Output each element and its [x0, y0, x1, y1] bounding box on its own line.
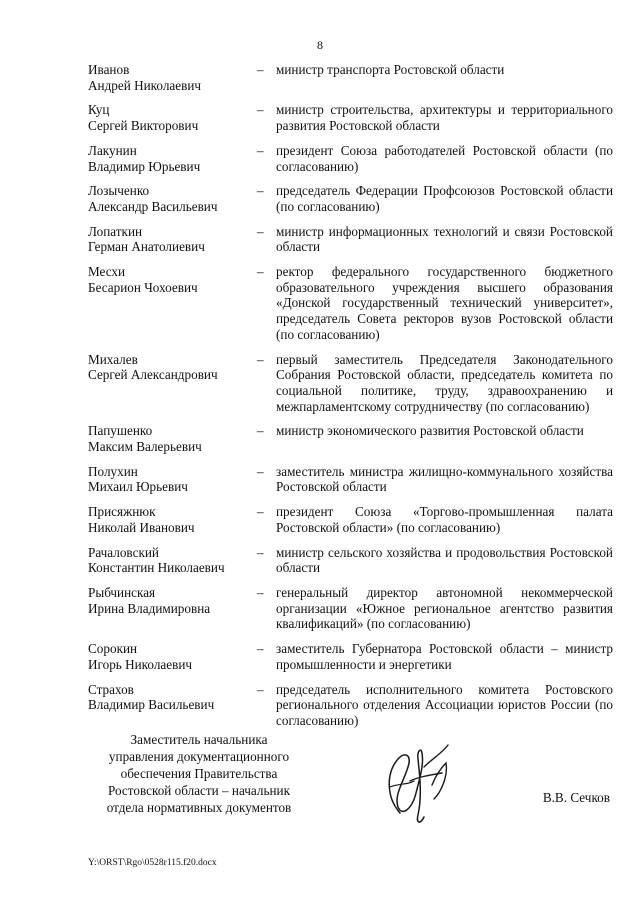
- signatory-title-line: отдела нормативных документов: [106, 800, 292, 815]
- member-position: президент Союза работодателей Ростовской области (по согласованию): [276, 142, 613, 174]
- signatory-title: [88, 731, 310, 816]
- signatory-title-line: Ростовской области – начальник: [107, 783, 291, 798]
- member-name: [88, 102, 257, 133]
- member-given-name: Владимир Юрьевич: [88, 158, 201, 174]
- member-position: председатель Федерации Профсоюзов Ростовской области (по согласованию): [276, 183, 613, 214]
- dash: –: [257, 264, 264, 280]
- member-position: ректор федерального государственного бюджетного образовательного учреждения высшего образования «Донской государственный технический университет», председатель Совета ректоров вузов Ростовской области (по согласованию): [276, 264, 613, 342]
- member-row: [88, 585, 613, 632]
- dash: –: [257, 584, 264, 600]
- member-name: [88, 183, 257, 214]
- member-given-name: Сергей Александрович: [88, 367, 218, 383]
- member-surname: Полухин: [88, 463, 138, 479]
- signatory-title-line: Заместитель начальника: [130, 732, 268, 747]
- member-row: [88, 464, 613, 495]
- member-row: [88, 143, 613, 174]
- signatory-title-line: обеспечения Правительства: [120, 766, 278, 781]
- dash: –: [257, 681, 264, 697]
- dash: –: [257, 62, 264, 77]
- member-given-name: Бесарион Чохоевич: [88, 279, 198, 295]
- member-position: министр сельского хозяйства и продовольствия Ростовской области: [276, 544, 613, 576]
- member-surname: Михалев: [88, 351, 138, 367]
- member-name: [88, 682, 257, 729]
- member-name: [88, 143, 257, 174]
- dash: –: [257, 641, 264, 657]
- file-path: Y:\ORST\Rgo\0528r115.f20.docx: [88, 858, 217, 868]
- member-name: [88, 545, 257, 576]
- member-position: заместитель министра жилищно-коммунального хозяйства Ростовской области: [276, 463, 613, 495]
- member-given-name: Герман Анатолиевич: [88, 239, 205, 255]
- member-name: [88, 585, 257, 632]
- dash: –: [257, 223, 264, 239]
- member-given-name: Константин Николаевич: [88, 560, 225, 576]
- member-row: [88, 504, 613, 535]
- member-row: [88, 102, 613, 133]
- member-position: генеральный директор автономной некоммерческой организации «Южное региональное агентство развития квалификаций» (по согласованию): [276, 584, 613, 632]
- member-surname: Сорокин: [88, 641, 138, 657]
- member-given-name: Владимир Васильевич: [88, 697, 215, 713]
- member-given-name: Ирина Владимировна: [88, 600, 211, 616]
- member-given-name: Максим Валерьевич: [88, 439, 202, 455]
- member-name: [88, 464, 257, 495]
- signatory-name: В.В. Сечков: [542, 790, 610, 805]
- member-given-name: Михаил Юрьевич: [88, 479, 188, 495]
- member-row: [88, 62, 613, 93]
- dash: –: [257, 504, 264, 520]
- member-name: [88, 264, 257, 343]
- member-name: [88, 352, 257, 415]
- member-surname: Иванов: [88, 62, 130, 77]
- member-name: [88, 423, 257, 454]
- member-surname: Лопаткин: [88, 223, 143, 239]
- member-position: председатель исполнительного комитета Ростовского регионального отделения Ассоциации юристов России (по согласованию): [276, 681, 613, 728]
- member-row: [88, 545, 613, 576]
- dash: –: [257, 183, 264, 199]
- members-list: [88, 62, 613, 738]
- member-surname: Рачаловский: [88, 544, 159, 560]
- dash: –: [257, 102, 264, 118]
- member-surname: Страхов: [88, 681, 134, 697]
- dash: –: [257, 463, 264, 479]
- member-surname: Месхи: [88, 264, 126, 280]
- handwritten-signature: [372, 735, 460, 831]
- member-surname: Лозыченко: [88, 183, 150, 199]
- member-position: заместитель Губернатора Ростовской области – министр промышленности и энергетики: [276, 641, 613, 672]
- member-surname: Рыбчинская: [88, 584, 156, 600]
- member-name: [88, 62, 257, 93]
- member-given-name: Николай Иванович: [88, 519, 195, 535]
- member-surname: Куц: [88, 102, 110, 118]
- member-row: [88, 264, 613, 343]
- member-name: [88, 224, 257, 255]
- member-surname: Присяжнюк: [88, 504, 156, 520]
- member-position: министр экономического развития Ростовской области: [276, 423, 584, 439]
- member-position: министр транспорта Ростовской области: [276, 62, 505, 77]
- member-row: [88, 352, 613, 415]
- member-row: [88, 224, 613, 255]
- dash: –: [257, 351, 264, 367]
- member-given-name: Андрей Николаевич: [88, 77, 202, 93]
- dash: –: [257, 423, 264, 439]
- member-position: президент Союза «Торгово-промышленная палата Ростовской области» (по согласованию): [276, 504, 613, 535]
- page-number: 8: [317, 38, 323, 52]
- member-given-name: Игорь Николаевич: [88, 656, 193, 672]
- member-row: [88, 423, 613, 454]
- member-row: [88, 682, 613, 729]
- member-position: первый заместитель Председателя Законодательного Собрания Ростовской области, председатель комитета по социальной политике, труду, здравоохранению и межпарламентскому сотрудничеству (по согласованию): [276, 351, 613, 414]
- member-position: министр информационных технологий и связи Ростовской области: [276, 223, 613, 255]
- dash: –: [257, 142, 264, 158]
- member-name: [88, 641, 257, 672]
- member-row: [88, 641, 613, 672]
- dash: –: [257, 544, 264, 560]
- member-given-name: Александр Васильевич: [88, 198, 218, 214]
- member-given-name: Сергей Викторович: [88, 118, 199, 134]
- member-surname: Папушенко: [88, 423, 153, 439]
- member-row: [88, 183, 613, 214]
- member-name: [88, 504, 257, 535]
- member-surname: Лакунин: [88, 142, 137, 158]
- member-position: министр строительства, архитектуры и территориального развития Ростовской области: [276, 102, 613, 134]
- signatory-title-line: управления документационного: [108, 749, 290, 764]
